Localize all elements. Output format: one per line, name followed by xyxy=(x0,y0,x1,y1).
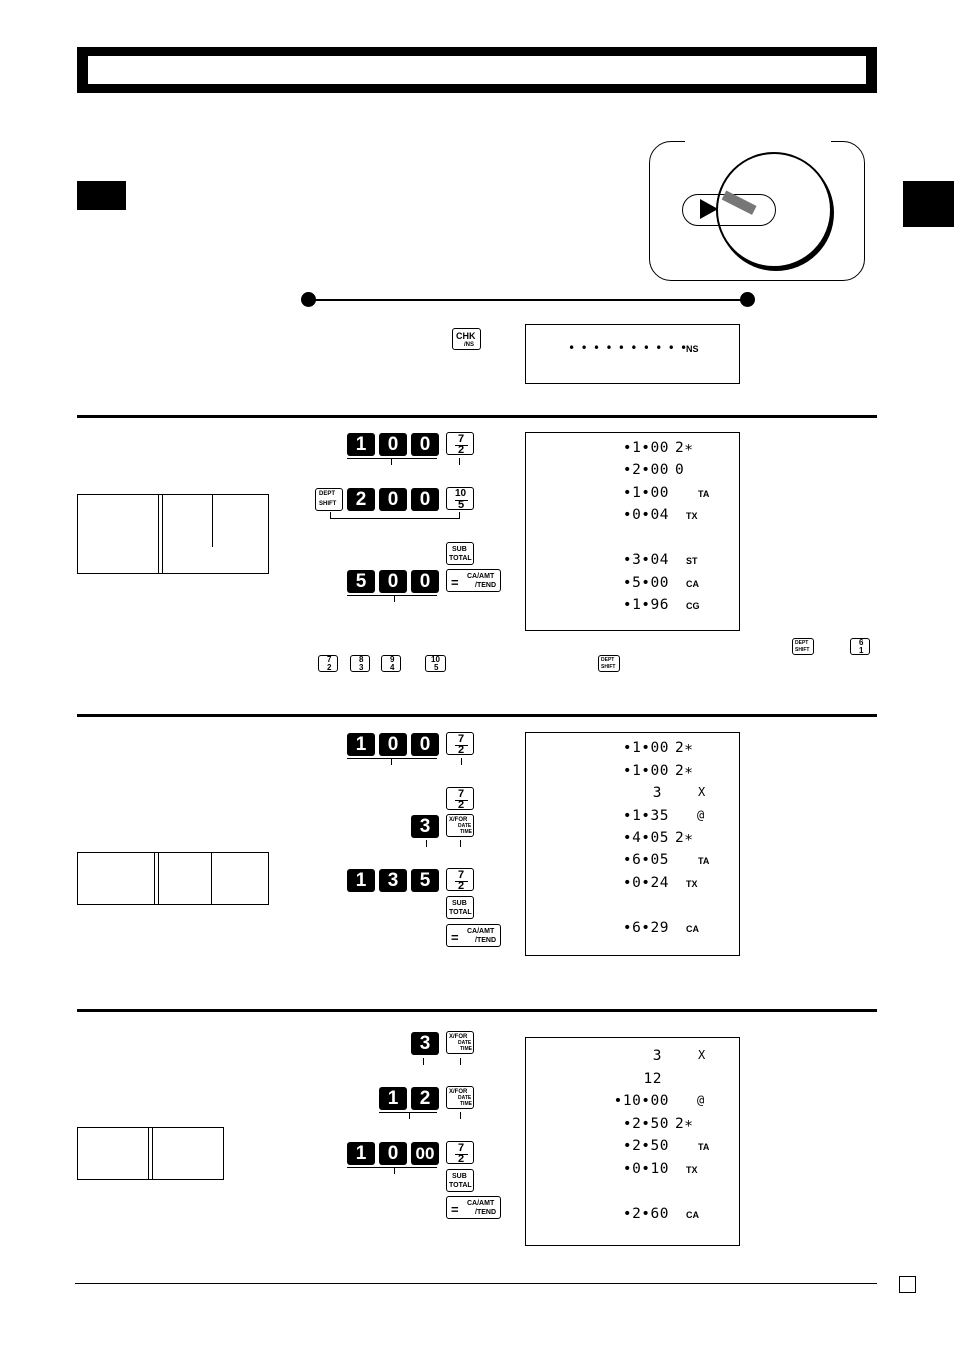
for-date-time-key: X/FOR DATE TIME xyxy=(446,814,474,837)
play-arrow-icon xyxy=(700,199,718,219)
key-1: 1 xyxy=(347,733,375,756)
dept-key-7-2: 7 2 xyxy=(446,432,474,455)
item-table xyxy=(77,852,269,905)
receipt-2: •1•00 2∗ •1•00 2∗ 3 X •1•35 @ •4•05 2∗ •6•05 TA •0•24 TX •6•29 CA xyxy=(525,732,740,956)
mode-label-tab xyxy=(77,181,126,210)
key-00: 00 xyxy=(411,1142,439,1165)
dept-shift-key-small: DEPT SHIFT xyxy=(792,638,814,655)
dept-key-7-2: 7 2 xyxy=(446,868,474,891)
receipt-3: 3 X 12 •10•00 @ •2•50 2∗ •2•50 TA •0•10 TX •2•60 CA xyxy=(525,1037,740,1246)
item-table xyxy=(77,1127,224,1180)
dept-key-10-5-small: 10 5 xyxy=(425,655,446,672)
key-3: 3 xyxy=(379,869,407,892)
key-0: 0 xyxy=(379,1142,407,1165)
dept-shift-key: DEPT SHIFT xyxy=(315,488,343,511)
key-0: 0 xyxy=(379,488,407,511)
chapter-tab xyxy=(903,181,954,227)
dept-key-7-2: 7 2 xyxy=(446,732,474,755)
dept-key-7-2-small: 7 2 xyxy=(318,655,338,672)
subtotal-key: SUB TOTAL xyxy=(446,542,474,565)
footer-rule xyxy=(75,1283,877,1284)
key-5: 5 xyxy=(347,570,375,593)
key-1: 1 xyxy=(347,433,375,456)
key-2: 2 xyxy=(411,1087,439,1110)
section-divider xyxy=(77,415,877,418)
key-5: 5 xyxy=(411,869,439,892)
dept-key-10-5: 10 5 xyxy=(446,487,474,510)
key-1: 1 xyxy=(347,1142,375,1165)
dept-key-7-2: 7 2 xyxy=(446,787,474,810)
receipt-1: •1•00 2∗ •2•00 0 •1•00 TA •0•04 TX •3•04 ST •5•00 CA •1•96 CG xyxy=(525,432,740,631)
key-0: 0 xyxy=(411,570,439,593)
key-1: 1 xyxy=(379,1087,407,1110)
section-divider xyxy=(77,714,877,717)
receipt-dots: • • • • • • • • • • xyxy=(568,341,687,355)
ca-amt-tend-key: = CA/AMT /TEND xyxy=(446,1196,501,1219)
page-number-box xyxy=(899,1276,916,1293)
title-box xyxy=(87,55,867,85)
dept-key-7-2: 7 2 xyxy=(446,1141,474,1164)
key-0: 0 xyxy=(379,433,407,456)
dept-key-8-3-small: 8 3 xyxy=(350,655,370,672)
key-2: 2 xyxy=(347,488,375,511)
receipt-no-sale xyxy=(525,324,740,384)
chk-label: CHK xyxy=(456,331,476,341)
dept-shift-key-small: DEPT SHIFT xyxy=(598,655,620,672)
timeline xyxy=(308,299,748,301)
ns-label: /NS xyxy=(464,342,475,348)
key-0: 0 xyxy=(379,733,407,756)
ca-amt-tend-key: = CA/AMT /TEND xyxy=(446,924,501,947)
key-3: 3 xyxy=(411,815,439,838)
for-date-time-key: X/FOR DATE TIME xyxy=(446,1086,474,1109)
timeline-end-dot xyxy=(740,292,755,307)
key-0: 0 xyxy=(411,433,439,456)
key-3: 3 xyxy=(411,1032,439,1055)
subtotal-key: SUB TOTAL xyxy=(446,896,474,919)
section-divider xyxy=(77,1009,877,1012)
timeline-start-dot xyxy=(301,292,316,307)
subtotal-key: SUB TOTAL xyxy=(446,1169,474,1192)
key-0: 0 xyxy=(379,570,407,593)
key-1: 1 xyxy=(347,869,375,892)
receipt-symbol: NS xyxy=(686,344,699,354)
key-0: 0 xyxy=(411,733,439,756)
key-0: 0 xyxy=(411,488,439,511)
for-date-time-key: X/FOR DATE TIME xyxy=(446,1031,474,1054)
dept-key-9-4-small: 9 4 xyxy=(381,655,401,672)
dept-key-6-1: 6 1 xyxy=(850,638,870,655)
ca-amt-tend-key: = CA/AMT /TEND xyxy=(446,569,501,592)
chk-ns-key xyxy=(452,328,481,350)
item-table xyxy=(77,494,269,574)
